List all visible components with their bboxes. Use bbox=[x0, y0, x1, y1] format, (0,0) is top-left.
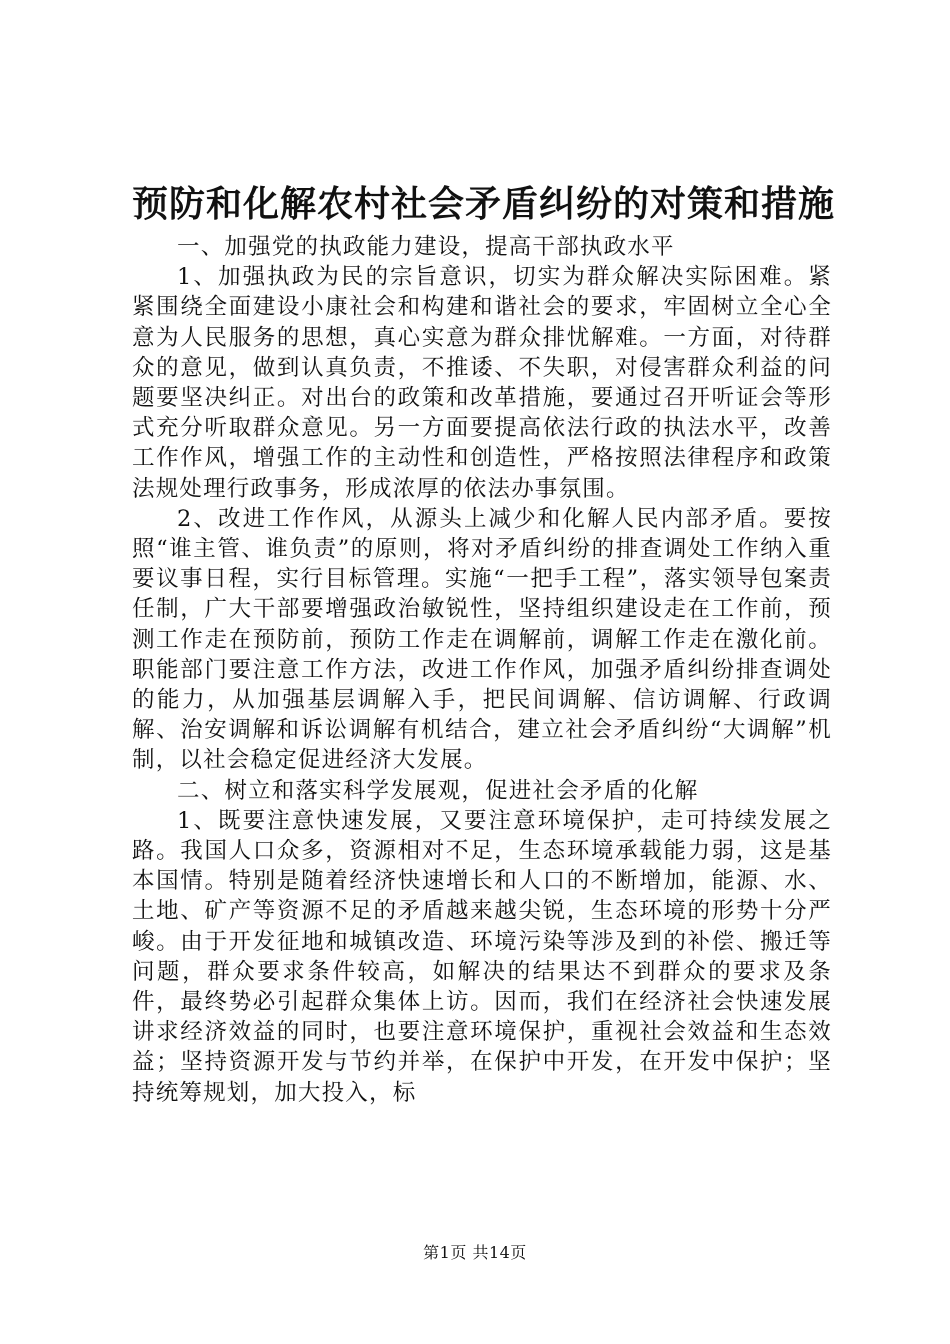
paragraph-1-1: 1、加强执政为民的宗旨意识，切实为群众解决实际困难。紧紧围绕全面建设小康社会和构建和谐社会的要求，牢固树立全心全意为人民服务的思想，真心实意为群众排忧解难。一方面，对待群众的意见，做到认真负责，不推诿、不失职，对侵害群众利益的问题要坚决纠正。对出台的政策和改革措施，要通过召开听证会等形式充分听取群众意见。另一方面要提高依法行政的执法水平，改善工作作风，增强工作的主动性和创造性，严格按照法律程序和政策法规处理行政事务，形成浓厚的依法办事氛围。 bbox=[132, 264, 832, 502]
paragraph-1-2: 2、改进工作作风，从源头上减少和化解人民内部矛盾。要按照“谁主管、谁负责”的原则，将对矛盾纠纷的排查调处工作纳入重要议事日程，实行目标管理。实施“一把手工程”，落实领导包案责任制，广大干部要增强政治敏锐性，坚持组织建设走在工作前，预测工作走在预防前，预防工作走在调解前，调解工作走在激化前。职能部门要注意工作方法，改进工作作风，加强矛盾纠纷排查调处的能力，从加强基层调解入手，把民间调解、信访调解、行政调解、治安调解和诉讼调解有机结合，建立社会矛盾纠纷“大调解”机制，以社会稳定促进经济大发展。 bbox=[132, 505, 832, 774]
page-footer: 第1页 共14页 bbox=[423, 1243, 527, 1262]
document-body bbox=[132, 232, 832, 1108]
section-heading-2: 二、树立和落实科学发展观，促进社会矛盾的化解 bbox=[177, 777, 699, 804]
paragraph-2-1: 1、既要注意快速发展，又要注意环境保护，走可持续发展之路。我国人口众多，资源相对不足，生态环境承载能力弱，这是基本国情。特别是随着经济快速增长和人口的不断增加，能源、水、土地、矿产等资源不足的矛盾越来越尖锐，生态环境的形势十分严峻。由于开发征地和城镇改造、环境污染等涉及到的补偿、搬迁等问题，群众要求条件较高，如解决的结果达不到群众的要求及条件，最终势必引起群众集体上访。因而，我们在经济社会快速发展讲求经济效益的同时，也要注意环境保护，重视社会效益和生态效益；坚持资源开发与节约并举，在保护中开发，在开发中保护；坚持统筹规划，加大投入，标 bbox=[132, 807, 832, 1106]
section-heading-1: 一、加强党的执政能力建设，提高干部执政水平 bbox=[177, 234, 675, 260]
document-title: 预防和化解农村社会矛盾纠纷的对策和措施 bbox=[132, 183, 836, 225]
